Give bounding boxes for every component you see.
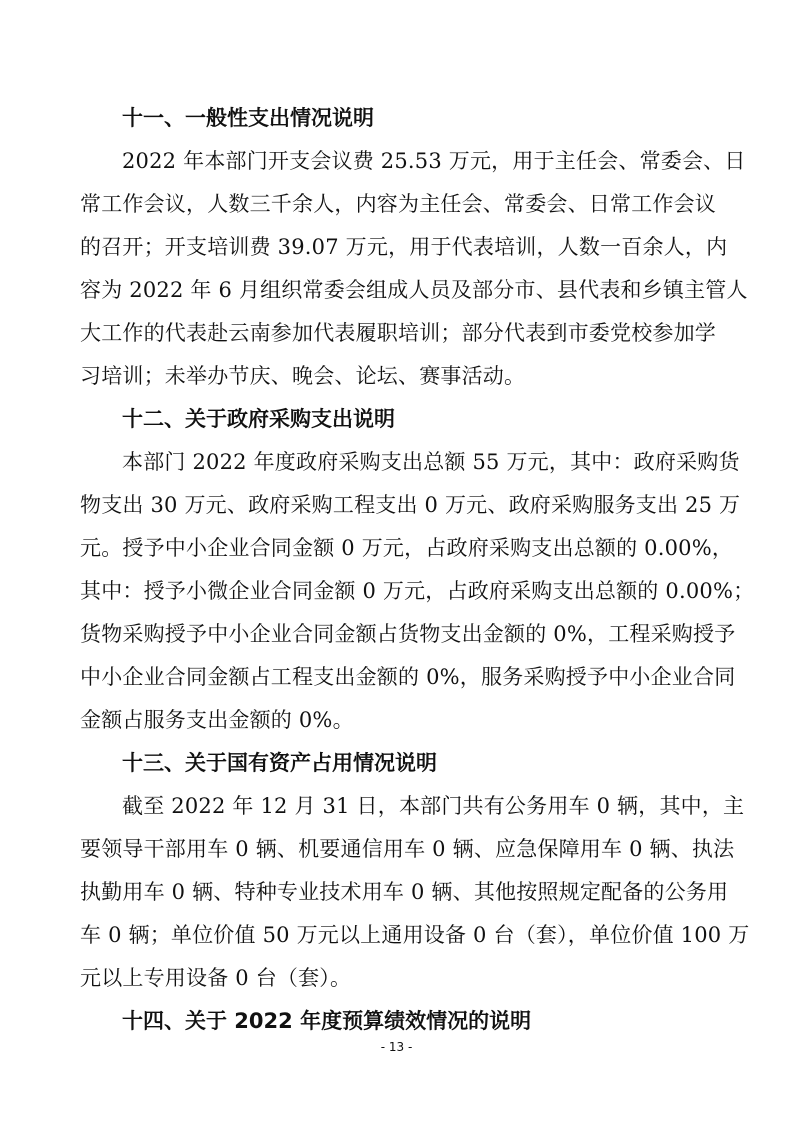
section-11-heading: 十一、一般性支出情况说明 <box>122 106 374 130</box>
section-12-line: 其中：授予小微企业合同金额 0 万元，占政府采购支出总额的 0.00%； <box>80 579 755 603</box>
section-12-line: 货物采购授予中小企业合同金额占货物支出金额的 0%，工程采购授予 <box>80 622 736 646</box>
section-12-line: 元。授予中小企业合同金额 0 万元，占政府采购支出总额的 0.00%， <box>80 536 734 560</box>
section-12-heading: 十二、关于政府采购支出说明 <box>122 407 395 431</box>
section-13-line: 要领导干部用车 0 辆、机要通信用车 0 辆、应急保障用车 0 辆、执法 <box>80 837 735 861</box>
section-12-line: 中小企业合同金额占工程支出金额的 0%，服务采购授予中小企业合同 <box>80 665 736 689</box>
section-11-line: 习培训；未举办节庆、晚会、论坛、赛事活动。 <box>80 364 526 388</box>
section-11-line: 容为 2022 年 6 月组织常委会组成人员及部分市、县代表和乡镇主管人 <box>80 278 748 302</box>
section-12-line: 物支出 30 万元、政府采购工程支出 0 万元、政府采购服务支出 25 万 <box>80 493 741 517</box>
section-14-heading: 十四、关于 2022 年度预算绩效情况的说明 <box>122 1009 532 1033</box>
section-13-heading: 十三、关于国有资产占用情况说明 <box>122 751 437 775</box>
section-11-line: 常工作会议，人数三千余人，内容为主任会、常委会、日常工作会议 <box>80 192 716 216</box>
section-13-line: 截至 2022 年 12 月 31 日，本部门共有公务用车 0 辆，其中，主 <box>122 794 745 818</box>
section-11-line: 2022 年本部门开支会议费 25.53 万元，用于主任会、常委会、日 <box>122 149 746 173</box>
section-12-line: 本部门 2022 年度政府采购支出总额 55 万元，其中：政府采购货 <box>122 450 740 474</box>
section-12-line: 金额占服务支出金额的 0%。 <box>80 708 354 732</box>
section-11-line: 大工作的代表赴云南参加代表履职培训；部分代表到市委党校参加学 <box>80 321 716 345</box>
section-13-line: 元以上专用设备 0 台（套）。 <box>80 966 352 990</box>
section-11-line: 的召开；开支培训费 39.07 万元，用于代表培训，人数一百余人，内 <box>80 235 728 259</box>
page-number: - 13 - <box>380 1040 413 1054</box>
section-13-line: 车 0 辆；单位价值 50 万元以上通用设备 0 台（套），单位价值 100 万 <box>80 923 750 947</box>
section-13-line: 执勤用车 0 辆、特种专业技术用车 0 辆、其他按照规定配备的公务用 <box>80 880 729 904</box>
